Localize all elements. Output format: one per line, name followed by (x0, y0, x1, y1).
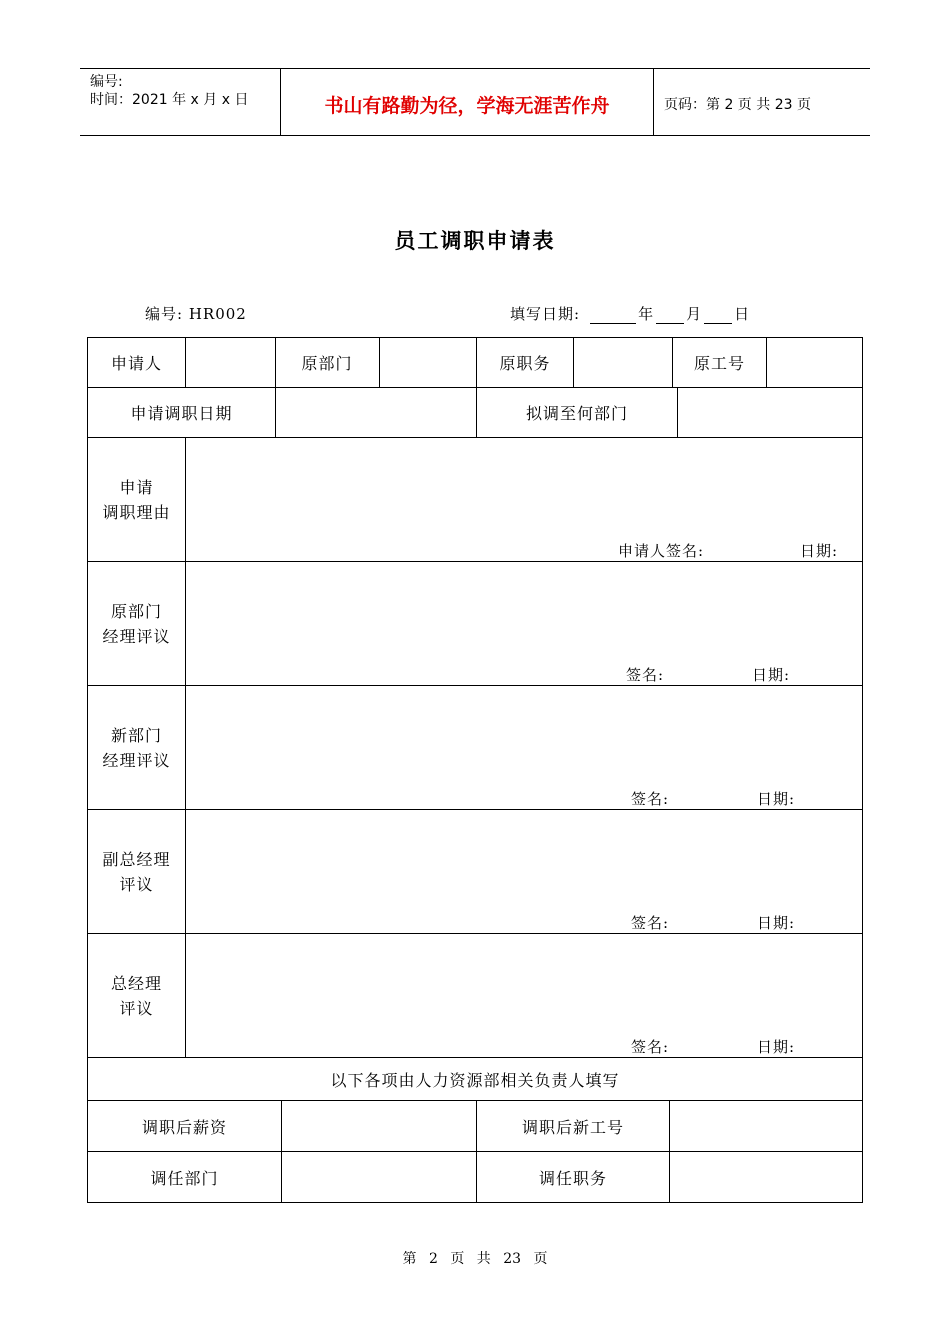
footer-gong: 共 (476, 1251, 491, 1267)
footer-di: 第 (402, 1251, 417, 1267)
new-mgr-label-line2: 经理评议 (102, 750, 171, 770)
orig-id-field[interactable] (767, 338, 862, 387)
new-salary-field[interactable] (282, 1101, 476, 1151)
vice-gm-label-line2: 评议 (119, 874, 154, 894)
orig-mgr-date-label: 日期: (752, 666, 791, 684)
transfer-date-label: 申请调职日期 (130, 404, 233, 423)
new-id-label: 调职后新工号 (521, 1117, 624, 1137)
row-orig-manager-review (88, 562, 862, 686)
row-gm-review (88, 934, 862, 1058)
new-mgr-date-label: 日期: (757, 790, 796, 808)
orig-mgr-label-line2: 经理评议 (102, 626, 171, 646)
transfer-date-field[interactable] (276, 388, 476, 437)
header-meta (80, 69, 281, 135)
target-dept-field[interactable] (678, 388, 862, 437)
applicant-field[interactable] (186, 338, 274, 387)
vice-gm-date-label: 日期: (757, 914, 796, 932)
vice-gm-label (88, 810, 185, 933)
row-basic-info (88, 338, 862, 388)
assigned-dept-field[interactable] (282, 1152, 476, 1203)
row-salary-id (88, 1101, 862, 1152)
orig-mgr-sign-label: 签名: (626, 666, 665, 684)
day-label: 日 (734, 305, 751, 323)
vice-gm-label-line1: 副总经理 (102, 849, 171, 869)
assigned-position-label: 调任职务 (538, 1169, 607, 1188)
footer-page-number: 2 (428, 1251, 438, 1267)
gm-label-line2: 评议 (119, 998, 154, 1018)
header-page-info: 页码：第 2 页 共 23 页 (664, 97, 811, 113)
new-mgr-sign-label: 签名: (631, 790, 670, 808)
header-motto: 书山有路勤为径，学海无涯苦作舟 (281, 69, 654, 135)
gm-sign-label: 签名: (631, 1038, 670, 1056)
year-label: 年 (638, 305, 655, 323)
year-blank[interactable] (590, 308, 636, 324)
new-mgr-label-line1: 新部门 (110, 725, 162, 745)
orig-dept-label: 原部门 (301, 354, 353, 373)
footer-ye2: 页 (533, 1251, 548, 1267)
footer-ye: 页 (450, 1251, 465, 1267)
applicant-label: 申请人 (110, 354, 162, 373)
month-label: 月 (686, 305, 703, 323)
month-blank[interactable] (656, 308, 684, 324)
reason-date-label: 日期: (800, 542, 839, 560)
row-hr-note (88, 1058, 862, 1101)
orig-position-label: 原职务 (499, 354, 551, 373)
reason-sign-label: 申请人签名: (618, 542, 705, 560)
page-footer (0, 1248, 950, 1268)
hr-note-text: 以下各项由人力资源部相关负责人填写 (330, 1070, 620, 1090)
form-title: 员工调职申请表 (394, 228, 556, 253)
day-blank[interactable] (704, 308, 732, 324)
transfer-form-table (87, 337, 863, 1203)
row-transfer-info (88, 388, 862, 438)
gm-date-label: 日期: (757, 1038, 796, 1056)
new-salary-label: 调职后薪资 (141, 1117, 227, 1137)
reason-label-line2: 调职理由 (102, 502, 171, 522)
target-dept-label: 拟调至何部门 (525, 404, 628, 423)
reason-label (88, 438, 185, 561)
new-mgr-label (88, 686, 185, 809)
orig-mgr-label (88, 562, 185, 685)
row-vice-gm-review (88, 810, 862, 934)
gm-label (88, 934, 185, 1057)
fill-date (510, 303, 750, 324)
reason-field[interactable] (186, 438, 862, 561)
document-header (80, 68, 870, 136)
form-number: 编号: HR002 (145, 305, 247, 323)
vice-gm-sign-label: 签名: (631, 914, 670, 932)
orig-position-field[interactable] (574, 338, 672, 387)
row-new-manager-review (88, 686, 862, 810)
header-time-label: 时间：2021 年 x 月 x 日 (90, 92, 249, 108)
orig-mgr-label-line1: 原部门 (110, 601, 162, 621)
row-transfer-reason (88, 438, 862, 562)
footer-total-pages: 23 (503, 1251, 522, 1267)
orig-id-label: 原工号 (693, 354, 745, 373)
gm-label-line1: 总经理 (110, 973, 162, 993)
new-id-field[interactable] (670, 1101, 862, 1151)
orig-dept-field[interactable] (380, 338, 476, 387)
header-number-label: 编号: (90, 74, 123, 90)
fill-date-label: 填写日期: (510, 305, 581, 323)
assigned-dept-label: 调任部门 (150, 1169, 219, 1188)
assigned-position-field[interactable] (670, 1152, 862, 1203)
reason-label-line1: 申请 (119, 477, 154, 497)
row-dept-position (88, 1152, 862, 1203)
